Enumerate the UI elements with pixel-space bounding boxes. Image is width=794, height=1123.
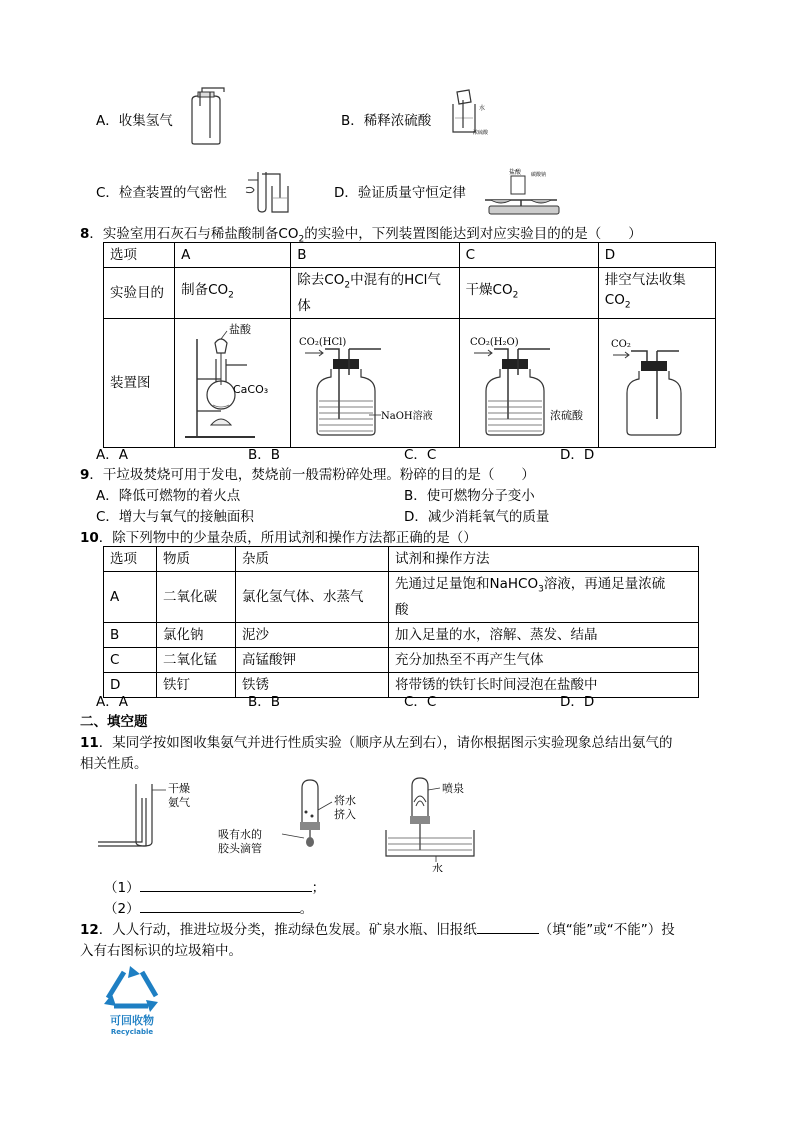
q8-device-a bbox=[175, 318, 291, 447]
balance-scale-icon bbox=[481, 166, 565, 216]
q8-header-d: D bbox=[598, 243, 715, 268]
q9-stem-text: ．干垃圾焚烧可用于发电，焚烧前一般需粉碎处理。粉碎的目的是（ ） bbox=[89, 467, 535, 483]
naoh-wash-bottle-icon bbox=[291, 319, 451, 441]
q8-answer-d: D．D bbox=[560, 447, 595, 463]
q8-device-d bbox=[598, 318, 715, 447]
q10-number: 10 bbox=[80, 530, 99, 546]
fig-d-na2co3-label: 碳酸钠 bbox=[531, 172, 547, 178]
fig-q11-fountain: 喷泉 bbox=[442, 782, 464, 795]
q8-header-c: C bbox=[459, 243, 598, 268]
q10-answer-a: A．A bbox=[96, 694, 128, 710]
q10-stem bbox=[80, 526, 477, 546]
q8-number: 8 bbox=[80, 226, 90, 242]
fig-q11-drop1: 将水 bbox=[334, 794, 356, 807]
fig-q11-water: 水 bbox=[432, 862, 443, 872]
fig-b-gas-label: CO₂(HCl) bbox=[299, 336, 347, 348]
q10-row-c-impurity: 高锰酸钾 bbox=[236, 647, 389, 672]
q10-row-d-substance: 铁钉 bbox=[157, 672, 236, 697]
q11-number: 11 bbox=[80, 735, 99, 751]
q8-answer-c: C．C bbox=[404, 447, 437, 463]
q7-option-d: D．验证质量守恒定律 bbox=[334, 185, 466, 201]
fig-c-gas-label: CO₂(H₂O) bbox=[469, 336, 519, 348]
q10-row-a-substance: 二氧化碳 bbox=[157, 572, 236, 623]
q11-stem-line1 bbox=[80, 731, 673, 751]
q10-answer-b: B．B bbox=[248, 694, 281, 710]
ammonia-experiment-figure bbox=[96, 776, 496, 872]
table-row bbox=[104, 572, 699, 623]
q11-stem-text: ．某同学按如图收集氨气并进行性质实验（顺序从左到右），请你根据图示实验现象总结出氨气的 bbox=[98, 735, 673, 751]
q10-row-b-impurity: 泥沙 bbox=[236, 622, 389, 647]
fig-q11-dropper2: 胶头滴管 bbox=[218, 842, 262, 855]
fig-q11-dry2: 氨气 bbox=[168, 796, 190, 809]
table-row bbox=[104, 622, 699, 647]
q10-row-a-method: 先通过足量饱和NaHCO$_3$溶液，再通足量浓硫 酸 bbox=[389, 572, 699, 623]
sulfuric-acid-dryer-icon bbox=[460, 319, 594, 441]
fig-d-gas-label: CO₂ bbox=[610, 338, 631, 350]
recyclable-logo-icon bbox=[94, 962, 170, 1036]
logo-cn-text: 可回收物 bbox=[110, 1014, 154, 1027]
airtightness-check-icon bbox=[244, 168, 292, 214]
q8-purpose-c: 干燥$CO_2$ bbox=[459, 268, 598, 319]
fig-c-sol-label: 浓硫酸 bbox=[549, 408, 583, 422]
q7-option-b: B．稀释浓硫酸 bbox=[341, 113, 432, 129]
q11-stem-line2: 相关性质。 bbox=[80, 756, 148, 772]
q8-answer-a: A．A bbox=[96, 447, 128, 463]
q10-header-substance: 物质 bbox=[157, 547, 236, 572]
q10-header-impurity: 杂质 bbox=[236, 547, 389, 572]
q8-device-b bbox=[291, 318, 459, 447]
q8-device-label: 装置图 bbox=[104, 318, 175, 447]
q12-answer-blank[interactable] bbox=[477, 919, 539, 934]
fig-q11-drop2: 挤入 bbox=[334, 808, 356, 821]
q10-row-b-method: 加入足量的水，溶解、蒸发、结晶 bbox=[389, 622, 699, 647]
q8-stem-post: 的实验中，下列装置图能达到对应实验目的的是（ ） bbox=[304, 226, 642, 242]
table-row bbox=[104, 647, 699, 672]
q10-table bbox=[103, 546, 699, 698]
q11-blank1-line[interactable] bbox=[140, 877, 312, 892]
q12-stem-line1: 12．人人行动，推进垃圾分类，推动绿色发展。矿泉水瓶、旧报纸 （填“能”或“不能”）投 bbox=[80, 918, 675, 938]
q11-blank-1: （1） ； bbox=[104, 876, 325, 896]
fig-a-acid-label: 盐酸 bbox=[229, 322, 252, 336]
q8-stem-sub: 2 bbox=[298, 234, 305, 245]
q10-header-method: 试剂和操作方法 bbox=[389, 547, 699, 572]
q7-option-c: C．检查装置的气密性 bbox=[96, 185, 227, 201]
q10-answer-d: D．D bbox=[560, 694, 595, 710]
q10-row-d-impurity: 铁锈 bbox=[236, 672, 389, 697]
q10-row-c-option: C bbox=[104, 647, 157, 672]
table-row bbox=[104, 672, 699, 697]
gas-generation-apparatus-icon bbox=[175, 319, 275, 441]
q8-device-c bbox=[459, 318, 598, 447]
q9-number: 9 bbox=[80, 467, 90, 483]
q8-purpose-a: 制备$CO_2$ bbox=[175, 268, 291, 319]
table-row bbox=[104, 243, 716, 268]
q10-row-b-option: B bbox=[104, 622, 157, 647]
q11-blank-2: （2） 。 bbox=[104, 897, 313, 917]
section-title: 二、填空题 bbox=[80, 714, 148, 730]
fig-q11-dropper1: 吸有水的 bbox=[218, 828, 262, 841]
fig-b-sol-label: NaOH溶液 bbox=[381, 410, 433, 422]
q9-option-c: C．增大与氧气的接触面积 bbox=[96, 509, 254, 525]
q9-stem bbox=[80, 463, 535, 483]
dilute-acid-beaker-icon bbox=[447, 88, 493, 138]
q10-answer-c: C．C bbox=[404, 694, 437, 710]
q10-row-a-impurity: 氯化氢气体、水蒸气 bbox=[236, 572, 389, 623]
q9-option-a: A．降低可燃物的着火点 bbox=[96, 488, 241, 504]
q9-option-d: D．减少消耗氧气的质量 bbox=[404, 509, 550, 525]
table-row bbox=[104, 318, 716, 447]
q10-header-option: 选项 bbox=[104, 547, 157, 572]
q12-stem-line2: 入有右图标识的垃圾箱中。 bbox=[80, 943, 242, 959]
q8-stem-pre: ．实验室用石灰石与稀盐酸制备CO bbox=[89, 226, 299, 242]
air-collection-bottle-icon bbox=[599, 319, 709, 441]
q10-row-a-option: A bbox=[104, 572, 157, 623]
q8-header-b: B bbox=[291, 243, 459, 268]
q10-row-b-substance: 氯化钠 bbox=[157, 622, 236, 647]
fig-b-water-label: 水 bbox=[479, 105, 486, 112]
q8-answer-b: B．B bbox=[248, 447, 281, 463]
table-row bbox=[104, 268, 716, 319]
q10-row-d-option: D bbox=[104, 672, 157, 697]
q10-stem-text: ．除下列物中的少量杂质，所用试剂和操作方法都正确的是（） bbox=[98, 530, 477, 546]
q10-row-c-substance: 二氧化锰 bbox=[157, 647, 236, 672]
q8-header-a: A bbox=[175, 243, 291, 268]
q7-option-a: A．收集氢气 bbox=[96, 113, 173, 129]
q9-option-b: B．使可燃物分子变小 bbox=[404, 488, 535, 504]
q10-row-c-method: 充分加热至不再产生气体 bbox=[389, 647, 699, 672]
fig-a-caco3-label: CaCO₃ bbox=[233, 382, 269, 396]
q10-row-d-method: 将带锈的铁钉长时间浸泡在盐酸中 bbox=[389, 672, 699, 697]
q11-blank2-line[interactable] bbox=[140, 898, 300, 913]
q8-purpose-d: 排空气法收集$CO_2$ bbox=[598, 268, 715, 319]
logo-en-text: Recyclable bbox=[110, 1028, 154, 1036]
q8-purpose-b: 除去$CO_2$中混有的HCl气体 bbox=[291, 268, 459, 319]
table-row bbox=[104, 547, 699, 572]
q8-header-option: 选项 bbox=[104, 243, 175, 268]
fig-b-acid-label: 浓硫酸 bbox=[473, 130, 489, 136]
q12-number: 12 bbox=[80, 922, 99, 938]
gas-collection-bottle-icon bbox=[186, 86, 226, 146]
fig-q11-dry1: 干燥 bbox=[168, 782, 190, 795]
fig-d-hcl-label: 盐酸 bbox=[509, 169, 522, 176]
q8-purpose-label: 实验目的 bbox=[104, 268, 175, 319]
q8-table bbox=[103, 242, 716, 448]
